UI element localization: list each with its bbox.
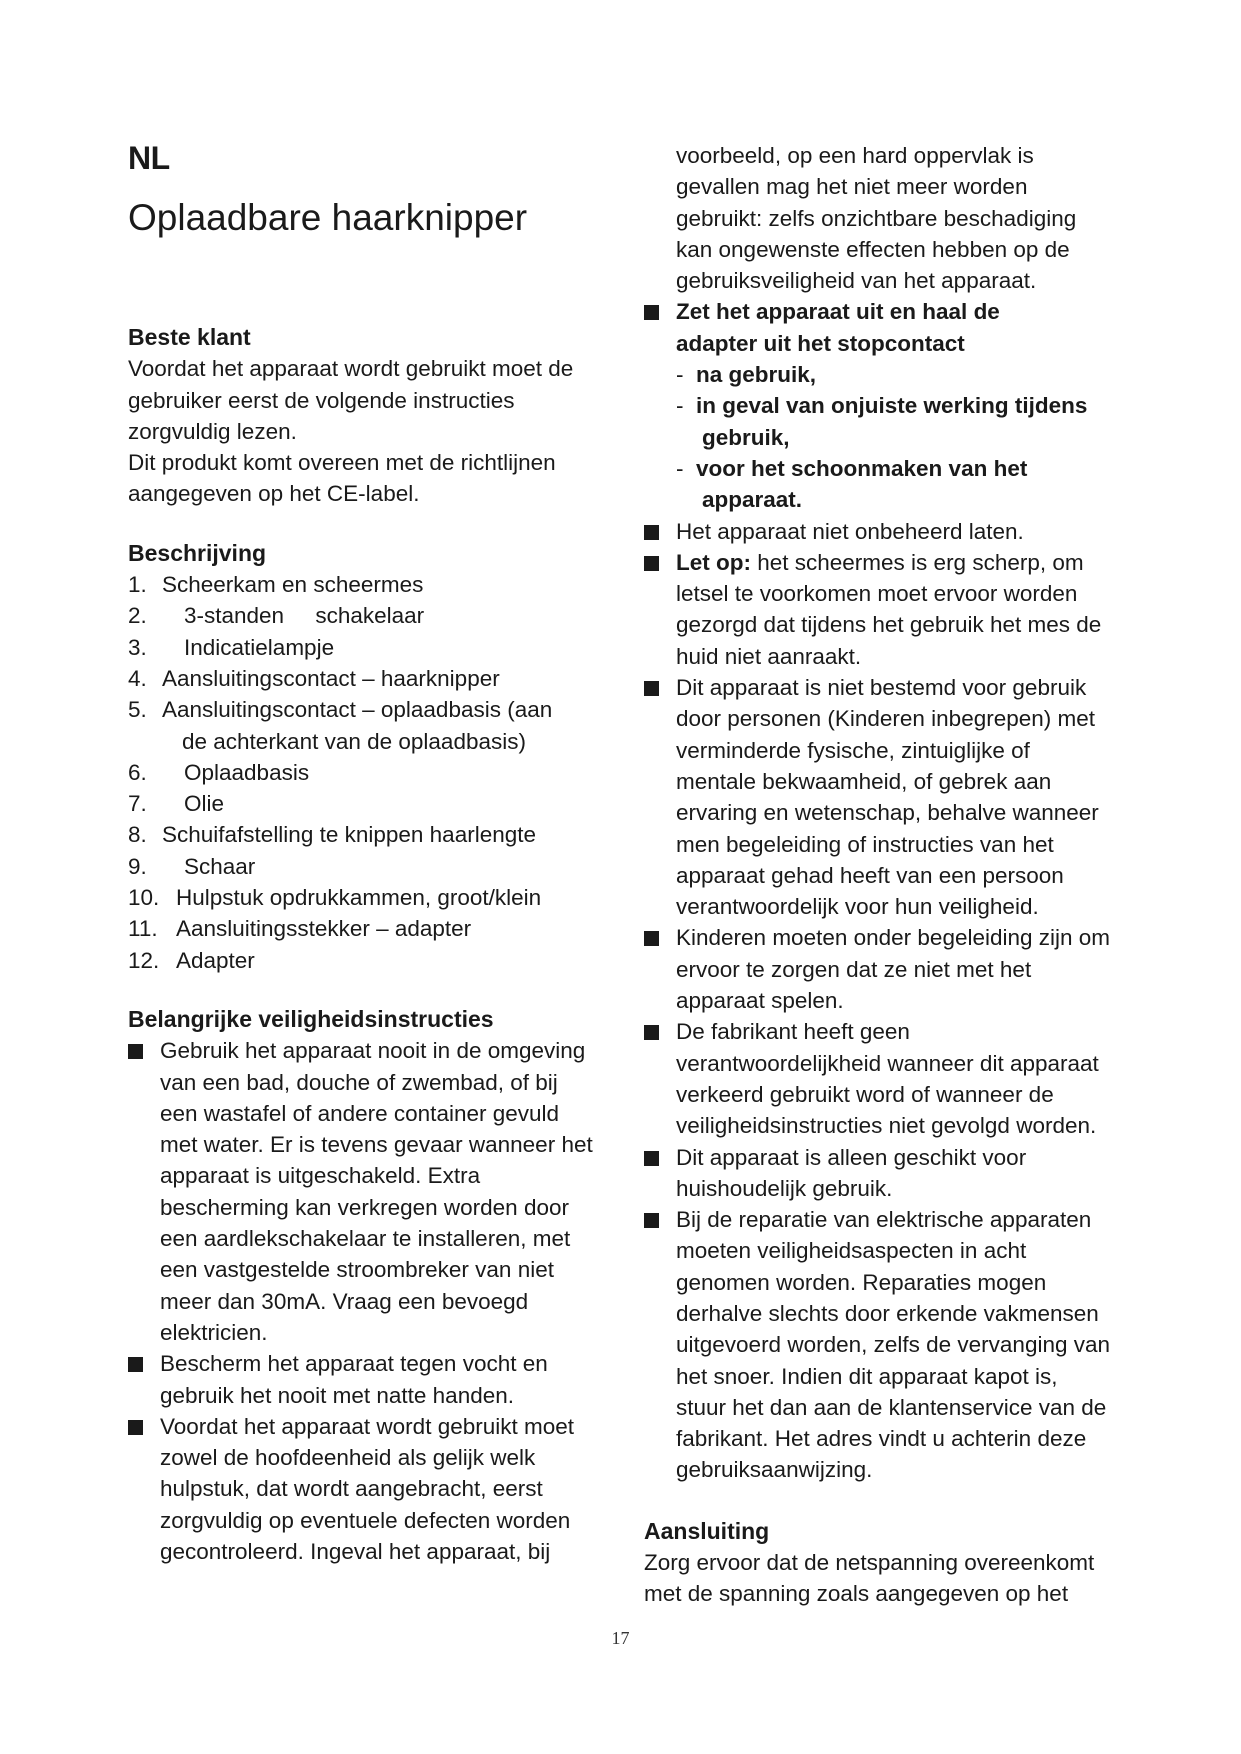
text-line: Dit produkt komt overeen met de richtlijnen: [128, 450, 556, 476]
square-bullet-icon: [644, 305, 659, 320]
bullet-item: Let op: het scheermes is erg scherp, om letsel te voorkomen moet ervoor worden gezorgd dat tijdens het gebruik het mes de huid niet aanraakt.: [644, 547, 1124, 672]
square-bullet-icon: [644, 681, 659, 696]
page-number: 17: [611, 1628, 630, 1648]
bullet-item: De fabrikant heeft geen verantwoordelijkheid wanneer dit apparaat verkeerd gebruikt word of wanneer de veiligheidsinstructies niet gevolgd worden.: [644, 1016, 1124, 1141]
bullet-item: Zet het apparaat uit en haal de adapter uit het stopcontact: [644, 296, 1124, 359]
square-bullet-icon: [644, 556, 659, 571]
square-bullet-icon: [644, 931, 659, 946]
dash-item: - voor het schoonmaken van het apparaat.: [676, 455, 1028, 513]
safety-list-left: [128, 1035, 608, 1567]
list-item: 2. 3-standen schakelaar: [128, 603, 425, 629]
bullet-item: Gebruik het apparaat nooit in de omgeving van een bad, douche of zwembad, of bij een wastafel of andere container gevuld met water. Er is tevens gevaar wanneer het apparaat is uitgeschakeld. Extra bescherming kan verkregen worden door een aardlekschakelaar te installeren, met een vastgestelde stroombreker van niet meer dan 30mA. Vraag een bevoegd elektricien.: [128, 1035, 608, 1348]
text-line: zorgvuldig lezen.: [128, 418, 297, 444]
list-item: 6. Oplaadbasis: [128, 759, 310, 785]
dash-item: - na gebruik,: [676, 362, 817, 388]
bullet-continuation: voorbeeld, op een hard oppervlak is gevallen mag het niet meer worden gebruikt: zelfs onzichtbare beschadiging kan ongewenste effecten hebben op de gebruiksveiligheid van het apparaat.: [676, 143, 1077, 294]
square-bullet-icon: [128, 1044, 143, 1059]
bullet-item: Bij de reparatie van elektrische apparaten moeten veiligheidsaspecten in acht genomen worden. Reparaties mogen derhalve slechts door erkende vakmensen uitgevoerd worden, zelfs de vervanging van het snoer. Indien dit apparaat kapot is, stuur het dan aan de klantenservice van de fabrikant. Het adres vindt u achterin deze gebruiksaanwijzing.: [644, 1204, 1124, 1486]
bullet-item: Voordat het apparaat wordt gebruikt moet zowel de hoofdeenheid als gelijk welk hulpstuk, dat wordt aangebracht, eerst zorgvuldig op eventuele defecten worden gecontroleerd. Ingeval het apparaat, bij: [128, 1411, 608, 1567]
description-list: [128, 569, 608, 976]
bullet-item: Dit apparaat is niet bestemd voor gebruik door personen (Kinderen inbegrepen) met verminderde fysische, zintuiglijke of mentale bekwaamheid, of gebrek aan ervaring en wetenschap, behalve wanneer men begeleiding of instructies van het apparaat gehad heeft van een persoon verantwoordelijk voor hun veiligheid.: [644, 672, 1124, 922]
list-item: 12. Adapter: [128, 947, 255, 973]
list-item: 3. Indicatielampje: [128, 634, 335, 660]
section-heading-beste-klant: Beste klant: [128, 324, 251, 350]
section-heading-aansluiting: Aansluiting: [644, 1517, 770, 1544]
bullet-item: Het apparaat niet onbeheerd laten.: [644, 516, 1124, 547]
text-line: gebruiker eerst de volgende instructies: [128, 387, 515, 413]
language-code: NL: [128, 140, 170, 176]
text-line: aangegeven op het CE-label.: [128, 481, 420, 507]
list-item-continuation: de achterkant van de oplaadbasis): [182, 728, 526, 754]
square-bullet-icon: [644, 1025, 659, 1040]
bullet-item: Kinderen moeten onder begeleiding zijn om ervoor te zorgen dat ze niet met het apparaat spelen.: [644, 922, 1124, 1016]
text-line: Zorg ervoor dat de netspanning overeenkomt: [644, 1550, 1095, 1576]
text-line: met de spanning zoals aangegeven op het: [644, 1581, 1069, 1607]
square-bullet-icon: [644, 1151, 659, 1166]
square-bullet-icon: [644, 525, 659, 540]
dash-item: - in geval van onjuiste werking tijdens gebruik,: [676, 393, 1088, 450]
beste-klant-text: [128, 353, 608, 509]
square-bullet-icon: [644, 1213, 659, 1228]
list-item: 8. Schuifafstelling te knippen haarlengte: [128, 822, 537, 848]
section-heading-beschrijving: Beschrijving: [128, 539, 267, 566]
text-line: Voordat het apparaat wordt gebruikt moet de: [128, 356, 574, 382]
square-bullet-icon: [128, 1420, 143, 1435]
list-item: 7. Olie: [128, 791, 225, 817]
bullet-item: Bescherm het apparaat tegen vocht en gebruik het nooit met natte handen.: [128, 1348, 608, 1411]
list-item: 9. Schaar: [128, 853, 256, 879]
list-item: 10. Hulpstuk opdrukkammen, groot/klein: [128, 885, 542, 911]
right-column: [644, 140, 1124, 1610]
list-item: 5. Aansluitingscontact – oplaadbasis (aan: [128, 697, 553, 723]
bullet-item: Dit apparaat is alleen geschikt voor huishoudelijk gebruik.: [644, 1142, 1124, 1205]
section-heading-veiligheid: Belangrijke veiligheidsinstructies: [128, 1005, 494, 1032]
left-column: [128, 140, 608, 1567]
list-item: 11. Aansluitingsstekker – adapter: [128, 916, 472, 942]
square-bullet-icon: [128, 1357, 143, 1372]
safety-list-right: [644, 140, 1124, 1486]
list-item: 1. Scheerkam en scheermes: [128, 572, 424, 598]
list-item: 4. Aansluitingscontact – haarknipper: [128, 665, 500, 691]
page-title: Oplaadbare haarknipper: [128, 197, 528, 238]
